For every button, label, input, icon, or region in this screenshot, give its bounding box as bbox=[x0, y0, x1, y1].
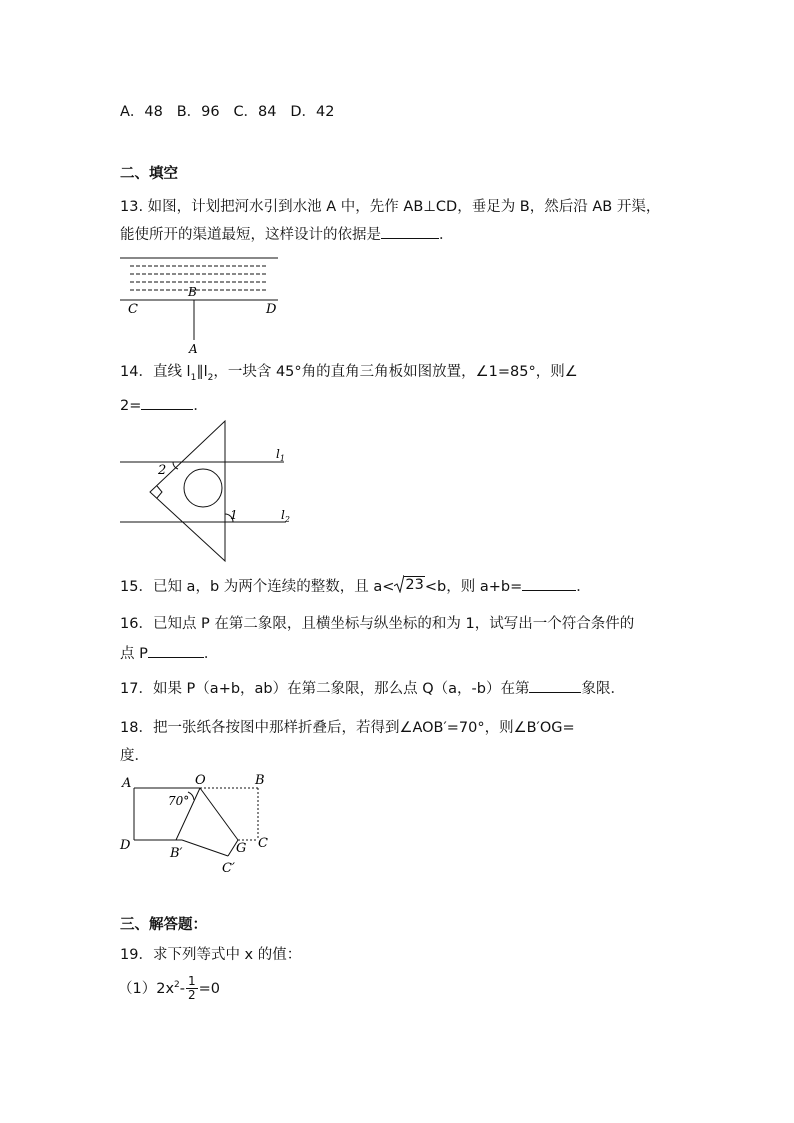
answer-blank bbox=[148, 643, 204, 658]
answer-blank bbox=[529, 678, 581, 693]
q13-line1: 13. 如图，计划把河水引到水池 A 中，先作 AB⊥CD，垂足为 B，然后沿 AB 开渠， bbox=[120, 199, 661, 215]
question-17: 17．如果 P（a+b，ab）在第二象限，那么点 Q（a，-b）在第 象限． bbox=[120, 678, 625, 700]
label-c: C bbox=[128, 302, 138, 317]
q14-line1: 14．直线 $l_1\parallel l_2$，一块含 45°角的直角三角板如图放置，∠1=85°，则∠ bbox=[120, 364, 578, 383]
question-14 bbox=[120, 358, 678, 420]
q14-line2: 2= ． bbox=[120, 392, 678, 420]
answer-blank bbox=[381, 224, 439, 239]
section-title-fill-in: 二、填空 bbox=[120, 166, 178, 182]
option-a: A．48 bbox=[120, 104, 163, 120]
answer-blank bbox=[522, 576, 576, 591]
answer-blank bbox=[141, 395, 193, 410]
label-a: A bbox=[122, 776, 132, 791]
sqrt-expression: 23 bbox=[394, 575, 424, 593]
q14-figure bbox=[118, 418, 298, 566]
label-d: D bbox=[120, 838, 131, 853]
less-than-sign: < bbox=[424, 579, 438, 595]
q16-line2: 点 P ． bbox=[120, 640, 678, 668]
label-d: D bbox=[266, 302, 277, 317]
section-title-solutions: 三、解答题： bbox=[120, 917, 207, 933]
angle-2-label: 2 bbox=[158, 463, 167, 478]
label-l2: $l_2$ bbox=[281, 508, 290, 524]
label-l1: $l_1$ bbox=[276, 447, 285, 463]
option-d: D．42 bbox=[290, 104, 335, 120]
option-c: C．84 bbox=[233, 104, 277, 120]
question-15: 15．已知 a，b 为两个连续的整数，且 a< 23 <b，则 a+b= ． bbox=[120, 577, 591, 595]
radical-sign bbox=[394, 575, 404, 593]
q18-line2: 度． bbox=[120, 748, 149, 764]
label-b-prime: B′ bbox=[170, 846, 183, 861]
q16-line1: 16．已知点 P 在第二象限，且横坐标与纵坐标的和为 1，试写出一个符合条件的 bbox=[120, 616, 635, 632]
less-than-sign: < bbox=[382, 579, 395, 595]
angle-70-label: 70° bbox=[168, 794, 190, 808]
option-b: B．96 bbox=[176, 104, 220, 120]
label-a: A bbox=[189, 342, 198, 356]
question-18 bbox=[120, 714, 678, 770]
q13-figure bbox=[120, 252, 290, 357]
q18-figure bbox=[118, 770, 278, 878]
label-c: C bbox=[258, 836, 268, 851]
q18-line1: 18．把一张纸各按图中那样折叠后，若得到∠AOB′=70°，则∠B′OG= bbox=[120, 720, 575, 736]
label-c-prime: C′ bbox=[222, 861, 235, 876]
label-b: B bbox=[188, 285, 197, 299]
label-b: B bbox=[255, 773, 265, 788]
question-13 bbox=[120, 193, 678, 249]
angle-1-label: 1 bbox=[230, 508, 238, 522]
q13-line2: 能使所开的渠道最短，这样设计的依据是 ． bbox=[120, 221, 678, 249]
question-19-part1: $(1)2x^2-$ $\frac{1}{2}$ =0 bbox=[118, 974, 221, 1003]
label-o: O bbox=[195, 773, 206, 788]
q12-options bbox=[120, 101, 334, 123]
fraction-one-half: $\frac{1}{2}$ bbox=[188, 974, 196, 1003]
question-16 bbox=[120, 610, 678, 668]
label-g: G bbox=[236, 841, 247, 856]
question-19-stem: 19．求下列等式中 x 的值： bbox=[120, 947, 302, 963]
